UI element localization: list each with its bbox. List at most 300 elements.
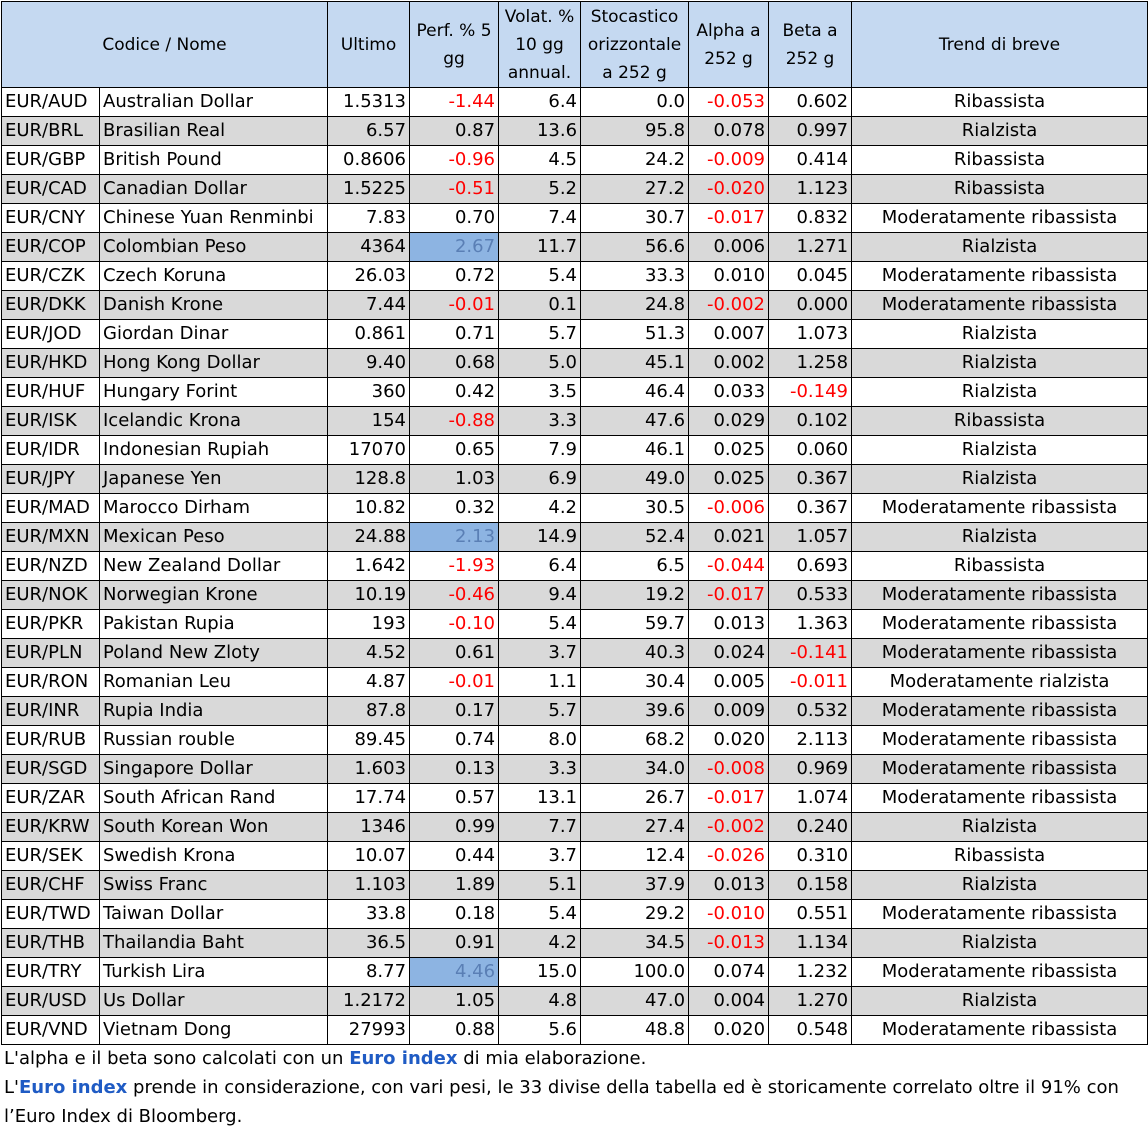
- cell-code: EUR/CZK: [2, 262, 100, 291]
- cell-perf: 1.05: [410, 987, 499, 1016]
- cell-volat: 5.4: [499, 262, 581, 291]
- cell-alpha: 0.029: [689, 407, 769, 436]
- cell-trend: Moderatamente ribassista: [852, 958, 1148, 987]
- cell-name: Colombian Peso: [100, 233, 328, 262]
- cell-alpha: 0.021: [689, 523, 769, 552]
- cell-volat: 4.2: [499, 494, 581, 523]
- cell-last: 7.83: [328, 204, 410, 233]
- cell-volat: 5.4: [499, 900, 581, 929]
- cell-alpha: 0.002: [689, 349, 769, 378]
- cell-code: EUR/CHF: [2, 871, 100, 900]
- cell-volat: 5.0: [499, 349, 581, 378]
- cell-code: EUR/HKD: [2, 349, 100, 378]
- cell-volat: 7.4: [499, 204, 581, 233]
- cell-trend: Moderatamente ribassista: [852, 204, 1148, 233]
- cell-volat: 13.6: [499, 117, 581, 146]
- cell-stoch: 56.6: [581, 233, 689, 262]
- cell-last: 89.45: [328, 726, 410, 755]
- cell-code: EUR/ISK: [2, 407, 100, 436]
- cell-perf: -0.10: [410, 610, 499, 639]
- cell-trend: Moderatamente ribassista: [852, 581, 1148, 610]
- cell-last: 193: [328, 610, 410, 639]
- cell-stoch: 49.0: [581, 465, 689, 494]
- cell-name: Poland New Zloty: [100, 639, 328, 668]
- cell-stoch: 100.0: [581, 958, 689, 987]
- cell-volat: 6.4: [499, 88, 581, 117]
- cell-alpha: 0.007: [689, 320, 769, 349]
- cell-alpha: 0.005: [689, 668, 769, 697]
- cell-last: 26.03: [328, 262, 410, 291]
- cell-stoch: 24.8: [581, 291, 689, 320]
- cell-name: Czech Koruna: [100, 262, 328, 291]
- cell-name: South African Rand: [100, 784, 328, 813]
- cell-trend: Ribassista: [852, 552, 1148, 581]
- cell-volat: 5.7: [499, 697, 581, 726]
- cell-volat: 3.3: [499, 407, 581, 436]
- cell-code: EUR/ZAR: [2, 784, 100, 813]
- cell-alpha: -0.009: [689, 146, 769, 175]
- table-row: [2, 175, 1148, 204]
- footnote-text: L'alpha e il beta sono calcolati con un: [4, 1048, 350, 1069]
- cell-stoch: 68.2: [581, 726, 689, 755]
- cell-beta: 0.551: [769, 900, 852, 929]
- cell-perf: -1.44: [410, 88, 499, 117]
- cell-volat: 7.7: [499, 813, 581, 842]
- table-row: [2, 291, 1148, 320]
- cell-name: British Pound: [100, 146, 328, 175]
- cell-perf: -0.88: [410, 407, 499, 436]
- cell-alpha: -0.017: [689, 204, 769, 233]
- footnote-2: [4, 1073, 1144, 1131]
- cell-volat: 9.4: [499, 581, 581, 610]
- currency-table: [1, 1, 1148, 1045]
- cell-beta: 1.232: [769, 958, 852, 987]
- cell-last: 33.8: [328, 900, 410, 929]
- cell-trend: Moderatamente ribassista: [852, 639, 1148, 668]
- cell-volat: 13.1: [499, 784, 581, 813]
- header-last: Ultimo: [328, 2, 410, 88]
- cell-code: EUR/TRY: [2, 958, 100, 987]
- cell-beta: 1.073: [769, 320, 852, 349]
- cell-perf: 0.99: [410, 813, 499, 842]
- cell-stoch: 30.5: [581, 494, 689, 523]
- table-row: [2, 726, 1148, 755]
- cell-trend: Rialzista: [852, 436, 1148, 465]
- cell-code: EUR/JOD: [2, 320, 100, 349]
- cell-volat: 3.7: [499, 842, 581, 871]
- cell-last: 10.19: [328, 581, 410, 610]
- table-row: [2, 784, 1148, 813]
- table-row: [2, 552, 1148, 581]
- header-stoch-line: Stocastico: [590, 6, 679, 27]
- cell-beta: 1.271: [769, 233, 852, 262]
- cell-beta: 0.548: [769, 1016, 852, 1045]
- cell-alpha: 0.020: [689, 1016, 769, 1045]
- cell-alpha: -0.017: [689, 784, 769, 813]
- cell-alpha: -0.053: [689, 88, 769, 117]
- cell-code: EUR/RUB: [2, 726, 100, 755]
- cell-code: EUR/USD: [2, 987, 100, 1016]
- cell-code: EUR/SGD: [2, 755, 100, 784]
- cell-trend: Rialzista: [852, 349, 1148, 378]
- cell-trend: Rialzista: [852, 929, 1148, 958]
- table-row: [2, 262, 1148, 291]
- cell-volat: 3.7: [499, 639, 581, 668]
- cell-last: 1.2172: [328, 987, 410, 1016]
- cell-last: 36.5: [328, 929, 410, 958]
- header-stoch-line: orizzontale: [587, 34, 682, 55]
- cell-code: EUR/JPY: [2, 465, 100, 494]
- header-alpha: [689, 2, 769, 88]
- cell-beta: 0.045: [769, 262, 852, 291]
- table-row: [2, 813, 1148, 842]
- cell-stoch: 30.4: [581, 668, 689, 697]
- cell-code: EUR/RON: [2, 668, 100, 697]
- cell-stoch: 48.8: [581, 1016, 689, 1045]
- cell-volat: 6.9: [499, 465, 581, 494]
- cell-alpha: 0.010: [689, 262, 769, 291]
- header-beta-line: Beta a: [782, 20, 838, 41]
- cell-name: Romanian Leu: [100, 668, 328, 697]
- cell-last: 4364: [328, 233, 410, 262]
- cell-name: Singapore Dollar: [100, 755, 328, 784]
- cell-last: 1.5225: [328, 175, 410, 204]
- cell-beta: -0.011: [769, 668, 852, 697]
- cell-stoch: 34.5: [581, 929, 689, 958]
- cell-perf: 0.74: [410, 726, 499, 755]
- cell-stoch: 40.3: [581, 639, 689, 668]
- cell-stoch: 24.2: [581, 146, 689, 175]
- cell-last: 6.57: [328, 117, 410, 146]
- cell-stoch: 29.2: [581, 900, 689, 929]
- cell-beta: 1.270: [769, 987, 852, 1016]
- cell-stoch: 39.6: [581, 697, 689, 726]
- cell-name: Pakistan Rupia: [100, 610, 328, 639]
- cell-code: EUR/MXN: [2, 523, 100, 552]
- cell-last: 4.52: [328, 639, 410, 668]
- cell-trend: Moderatamente rialzista: [852, 668, 1148, 697]
- table-header: [2, 2, 1148, 88]
- cell-last: 1.603: [328, 755, 410, 784]
- cell-perf: 0.57: [410, 784, 499, 813]
- table-row: [2, 494, 1148, 523]
- header-volat-line: annual.: [507, 62, 572, 83]
- table-row: [2, 88, 1148, 117]
- cell-code: EUR/PKR: [2, 610, 100, 639]
- cell-name: Us Dollar: [100, 987, 328, 1016]
- cell-alpha: -0.008: [689, 755, 769, 784]
- cell-alpha: 0.025: [689, 436, 769, 465]
- cell-volat: 5.6: [499, 1016, 581, 1045]
- table-row: [2, 407, 1148, 436]
- cell-name: New Zealand Dollar: [100, 552, 328, 581]
- cell-stoch: 34.0: [581, 755, 689, 784]
- cell-beta: 1.074: [769, 784, 852, 813]
- cell-name: Australian Dollar: [100, 88, 328, 117]
- cell-trend: Rialzista: [852, 987, 1148, 1016]
- cell-name: Hong Kong Dollar: [100, 349, 328, 378]
- cell-trend: Ribassista: [852, 842, 1148, 871]
- cell-alpha: -0.017: [689, 581, 769, 610]
- cell-trend: Moderatamente ribassista: [852, 1016, 1148, 1045]
- footnote-text: L': [4, 1077, 19, 1098]
- cell-code: EUR/INR: [2, 697, 100, 726]
- cell-stoch: 46.1: [581, 436, 689, 465]
- cell-alpha: -0.002: [689, 291, 769, 320]
- cell-perf: -0.96: [410, 146, 499, 175]
- header-perf-line: gg: [443, 48, 465, 69]
- cell-trend: Rialzista: [852, 523, 1148, 552]
- cell-stoch: 45.1: [581, 349, 689, 378]
- cell-alpha: 0.024: [689, 639, 769, 668]
- cell-code: EUR/HUF: [2, 378, 100, 407]
- cell-stoch: 12.4: [581, 842, 689, 871]
- cell-code: EUR/SEK: [2, 842, 100, 871]
- cell-trend: Moderatamente ribassista: [852, 755, 1148, 784]
- cell-name: Marocco Dirham: [100, 494, 328, 523]
- cell-volat: 14.9: [499, 523, 581, 552]
- cell-perf: 2.67: [410, 233, 499, 262]
- cell-beta: 0.310: [769, 842, 852, 871]
- cell-stoch: 30.7: [581, 204, 689, 233]
- cell-trend: Moderatamente ribassista: [852, 610, 1148, 639]
- cell-last: 8.77: [328, 958, 410, 987]
- cell-alpha: -0.010: [689, 900, 769, 929]
- cell-perf: 4.46: [410, 958, 499, 987]
- cell-last: 17.74: [328, 784, 410, 813]
- footnote-text: di mia elaborazione.: [457, 1048, 647, 1069]
- header-stoch-line: a 252 g: [602, 62, 667, 83]
- cell-perf: -0.01: [410, 291, 499, 320]
- cell-code: EUR/CAD: [2, 175, 100, 204]
- cell-perf: 0.61: [410, 639, 499, 668]
- cell-trend: Moderatamente ribassista: [852, 726, 1148, 755]
- cell-stoch: 47.0: [581, 987, 689, 1016]
- cell-volat: 6.4: [499, 552, 581, 581]
- table-row: [2, 755, 1148, 784]
- cell-trend: Moderatamente ribassista: [852, 494, 1148, 523]
- cell-perf: -1.93: [410, 552, 499, 581]
- cell-trend: Rialzista: [852, 465, 1148, 494]
- cell-perf: 0.42: [410, 378, 499, 407]
- cell-volat: 8.0: [499, 726, 581, 755]
- header-alpha-line: Alpha a: [696, 20, 761, 41]
- cell-last: 87.8: [328, 697, 410, 726]
- header-volat: [499, 2, 581, 88]
- cell-code: EUR/MAD: [2, 494, 100, 523]
- cell-volat: 5.1: [499, 871, 581, 900]
- footnote-text: prende in considerazione, con vari pesi, le 33 divise della tabella ed è storicamente correlato oltre il 91% con l’Euro Index di Bloomberg.: [4, 1077, 1119, 1127]
- cell-volat: 3.5: [499, 378, 581, 407]
- cell-beta: 1.134: [769, 929, 852, 958]
- cell-perf: 0.68: [410, 349, 499, 378]
- cell-volat: 3.3: [499, 755, 581, 784]
- cell-alpha: -0.026: [689, 842, 769, 871]
- cell-perf: 0.44: [410, 842, 499, 871]
- cell-trend: Moderatamente ribassista: [852, 291, 1148, 320]
- header-volat-line: 10 gg: [515, 34, 564, 55]
- cell-code: EUR/VND: [2, 1016, 100, 1045]
- cell-stoch: 19.2: [581, 581, 689, 610]
- cell-alpha: 0.009: [689, 697, 769, 726]
- cell-alpha: 0.025: [689, 465, 769, 494]
- cell-perf: 0.70: [410, 204, 499, 233]
- table-row: [2, 1016, 1148, 1045]
- footnote-1: [4, 1044, 1144, 1073]
- cell-name: Brasilian Real: [100, 117, 328, 146]
- cell-trend: Ribassista: [852, 146, 1148, 175]
- footnotes: [4, 1044, 1144, 1131]
- cell-alpha: 0.078: [689, 117, 769, 146]
- cell-volat: 15.0: [499, 958, 581, 987]
- cell-alpha: -0.013: [689, 929, 769, 958]
- cell-beta: 0.693: [769, 552, 852, 581]
- cell-alpha: 0.020: [689, 726, 769, 755]
- cell-beta: 2.113: [769, 726, 852, 755]
- cell-volat: 7.9: [499, 436, 581, 465]
- cell-perf: 0.88: [410, 1016, 499, 1045]
- cell-beta: 0.158: [769, 871, 852, 900]
- cell-stoch: 46.4: [581, 378, 689, 407]
- cell-name: Hungary Forint: [100, 378, 328, 407]
- cell-beta: 0.102: [769, 407, 852, 436]
- cell-last: 7.44: [328, 291, 410, 320]
- cell-code: EUR/CNY: [2, 204, 100, 233]
- cell-name: Chinese Yuan Renminbi: [100, 204, 328, 233]
- euro-index-term: Euro index: [18, 1077, 128, 1098]
- cell-code: EUR/IDR: [2, 436, 100, 465]
- cell-perf: 0.32: [410, 494, 499, 523]
- cell-trend: Moderatamente ribassista: [852, 262, 1148, 291]
- cell-trend: Rialzista: [852, 813, 1148, 842]
- cell-last: 1.5313: [328, 88, 410, 117]
- cell-alpha: 0.004: [689, 987, 769, 1016]
- table-row: [2, 146, 1148, 175]
- cell-last: 128.8: [328, 465, 410, 494]
- cell-code: EUR/COP: [2, 233, 100, 262]
- cell-beta: 0.832: [769, 204, 852, 233]
- cell-code: EUR/BRL: [2, 117, 100, 146]
- cell-code: EUR/GBP: [2, 146, 100, 175]
- cell-perf: -0.01: [410, 668, 499, 697]
- header-stoch: [581, 2, 689, 88]
- cell-name: Swiss Franc: [100, 871, 328, 900]
- cell-stoch: 6.5: [581, 552, 689, 581]
- cell-name: Swedish Krona: [100, 842, 328, 871]
- cell-alpha: -0.044: [689, 552, 769, 581]
- cell-beta: 0.532: [769, 697, 852, 726]
- cell-last: 10.07: [328, 842, 410, 871]
- cell-stoch: 26.7: [581, 784, 689, 813]
- cell-name: Taiwan Dollar: [100, 900, 328, 929]
- header-beta-line: 252 g: [785, 48, 835, 69]
- cell-perf: 0.18: [410, 900, 499, 929]
- cell-perf: 0.13: [410, 755, 499, 784]
- table-row: [2, 233, 1148, 262]
- cell-volat: 4.5: [499, 146, 581, 175]
- cell-beta: 0.602: [769, 88, 852, 117]
- cell-stoch: 27.4: [581, 813, 689, 842]
- cell-last: 4.87: [328, 668, 410, 697]
- cell-volat: 4.2: [499, 929, 581, 958]
- cell-volat: 5.7: [499, 320, 581, 349]
- cell-trend: Rialzista: [852, 233, 1148, 262]
- table-row: [2, 871, 1148, 900]
- cell-last: 9.40: [328, 349, 410, 378]
- cell-trend: Moderatamente ribassista: [852, 784, 1148, 813]
- table-row: [2, 320, 1148, 349]
- cell-alpha: 0.033: [689, 378, 769, 407]
- cell-name: Mexican Peso: [100, 523, 328, 552]
- table-row: [2, 697, 1148, 726]
- cell-code: EUR/NZD: [2, 552, 100, 581]
- table-body: [2, 88, 1148, 1045]
- header-code-name: Codice / Nome: [2, 2, 328, 88]
- cell-name: Danish Krone: [100, 291, 328, 320]
- table-row: [2, 349, 1148, 378]
- cell-beta: 0.414: [769, 146, 852, 175]
- cell-last: 1346: [328, 813, 410, 842]
- cell-trend: Rialzista: [852, 320, 1148, 349]
- table-row: [2, 987, 1148, 1016]
- cell-volat: 4.8: [499, 987, 581, 1016]
- cell-beta: 0.240: [769, 813, 852, 842]
- cell-stoch: 47.6: [581, 407, 689, 436]
- cell-code: EUR/DKK: [2, 291, 100, 320]
- cell-code: EUR/TWD: [2, 900, 100, 929]
- cell-stoch: 0.0: [581, 88, 689, 117]
- cell-stoch: 95.8: [581, 117, 689, 146]
- cell-stoch: 59.7: [581, 610, 689, 639]
- table-row: [2, 523, 1148, 552]
- cell-last: 17070: [328, 436, 410, 465]
- cell-beta: 0.969: [769, 755, 852, 784]
- cell-perf: 0.65: [410, 436, 499, 465]
- cell-code: EUR/AUD: [2, 88, 100, 117]
- cell-name: Icelandic Krona: [100, 407, 328, 436]
- cell-alpha: 0.013: [689, 871, 769, 900]
- cell-trend: Moderatamente ribassista: [852, 900, 1148, 929]
- cell-perf: 1.89: [410, 871, 499, 900]
- table-row: [2, 958, 1148, 987]
- cell-code: EUR/NOK: [2, 581, 100, 610]
- cell-beta: 1.057: [769, 523, 852, 552]
- cell-last: 0.8606: [328, 146, 410, 175]
- cell-beta: 1.258: [769, 349, 852, 378]
- table-row: [2, 929, 1148, 958]
- table-row: [2, 378, 1148, 407]
- cell-beta: 0.367: [769, 494, 852, 523]
- cell-stoch: 37.9: [581, 871, 689, 900]
- cell-volat: 11.7: [499, 233, 581, 262]
- cell-stoch: 33.3: [581, 262, 689, 291]
- cell-perf: 1.03: [410, 465, 499, 494]
- cell-trend: Rialzista: [852, 378, 1148, 407]
- cell-last: 24.88: [328, 523, 410, 552]
- cell-perf: 0.17: [410, 697, 499, 726]
- cell-beta: 1.123: [769, 175, 852, 204]
- table-row: [2, 117, 1148, 146]
- cell-volat: 1.1: [499, 668, 581, 697]
- cell-perf: -0.51: [410, 175, 499, 204]
- cell-name: Vietnam Dong: [100, 1016, 328, 1045]
- cell-name: Japanese Yen: [100, 465, 328, 494]
- table-row: [2, 436, 1148, 465]
- cell-name: Giordan Dinar: [100, 320, 328, 349]
- cell-last: 360: [328, 378, 410, 407]
- table-row: [2, 842, 1148, 871]
- cell-name: Russian rouble: [100, 726, 328, 755]
